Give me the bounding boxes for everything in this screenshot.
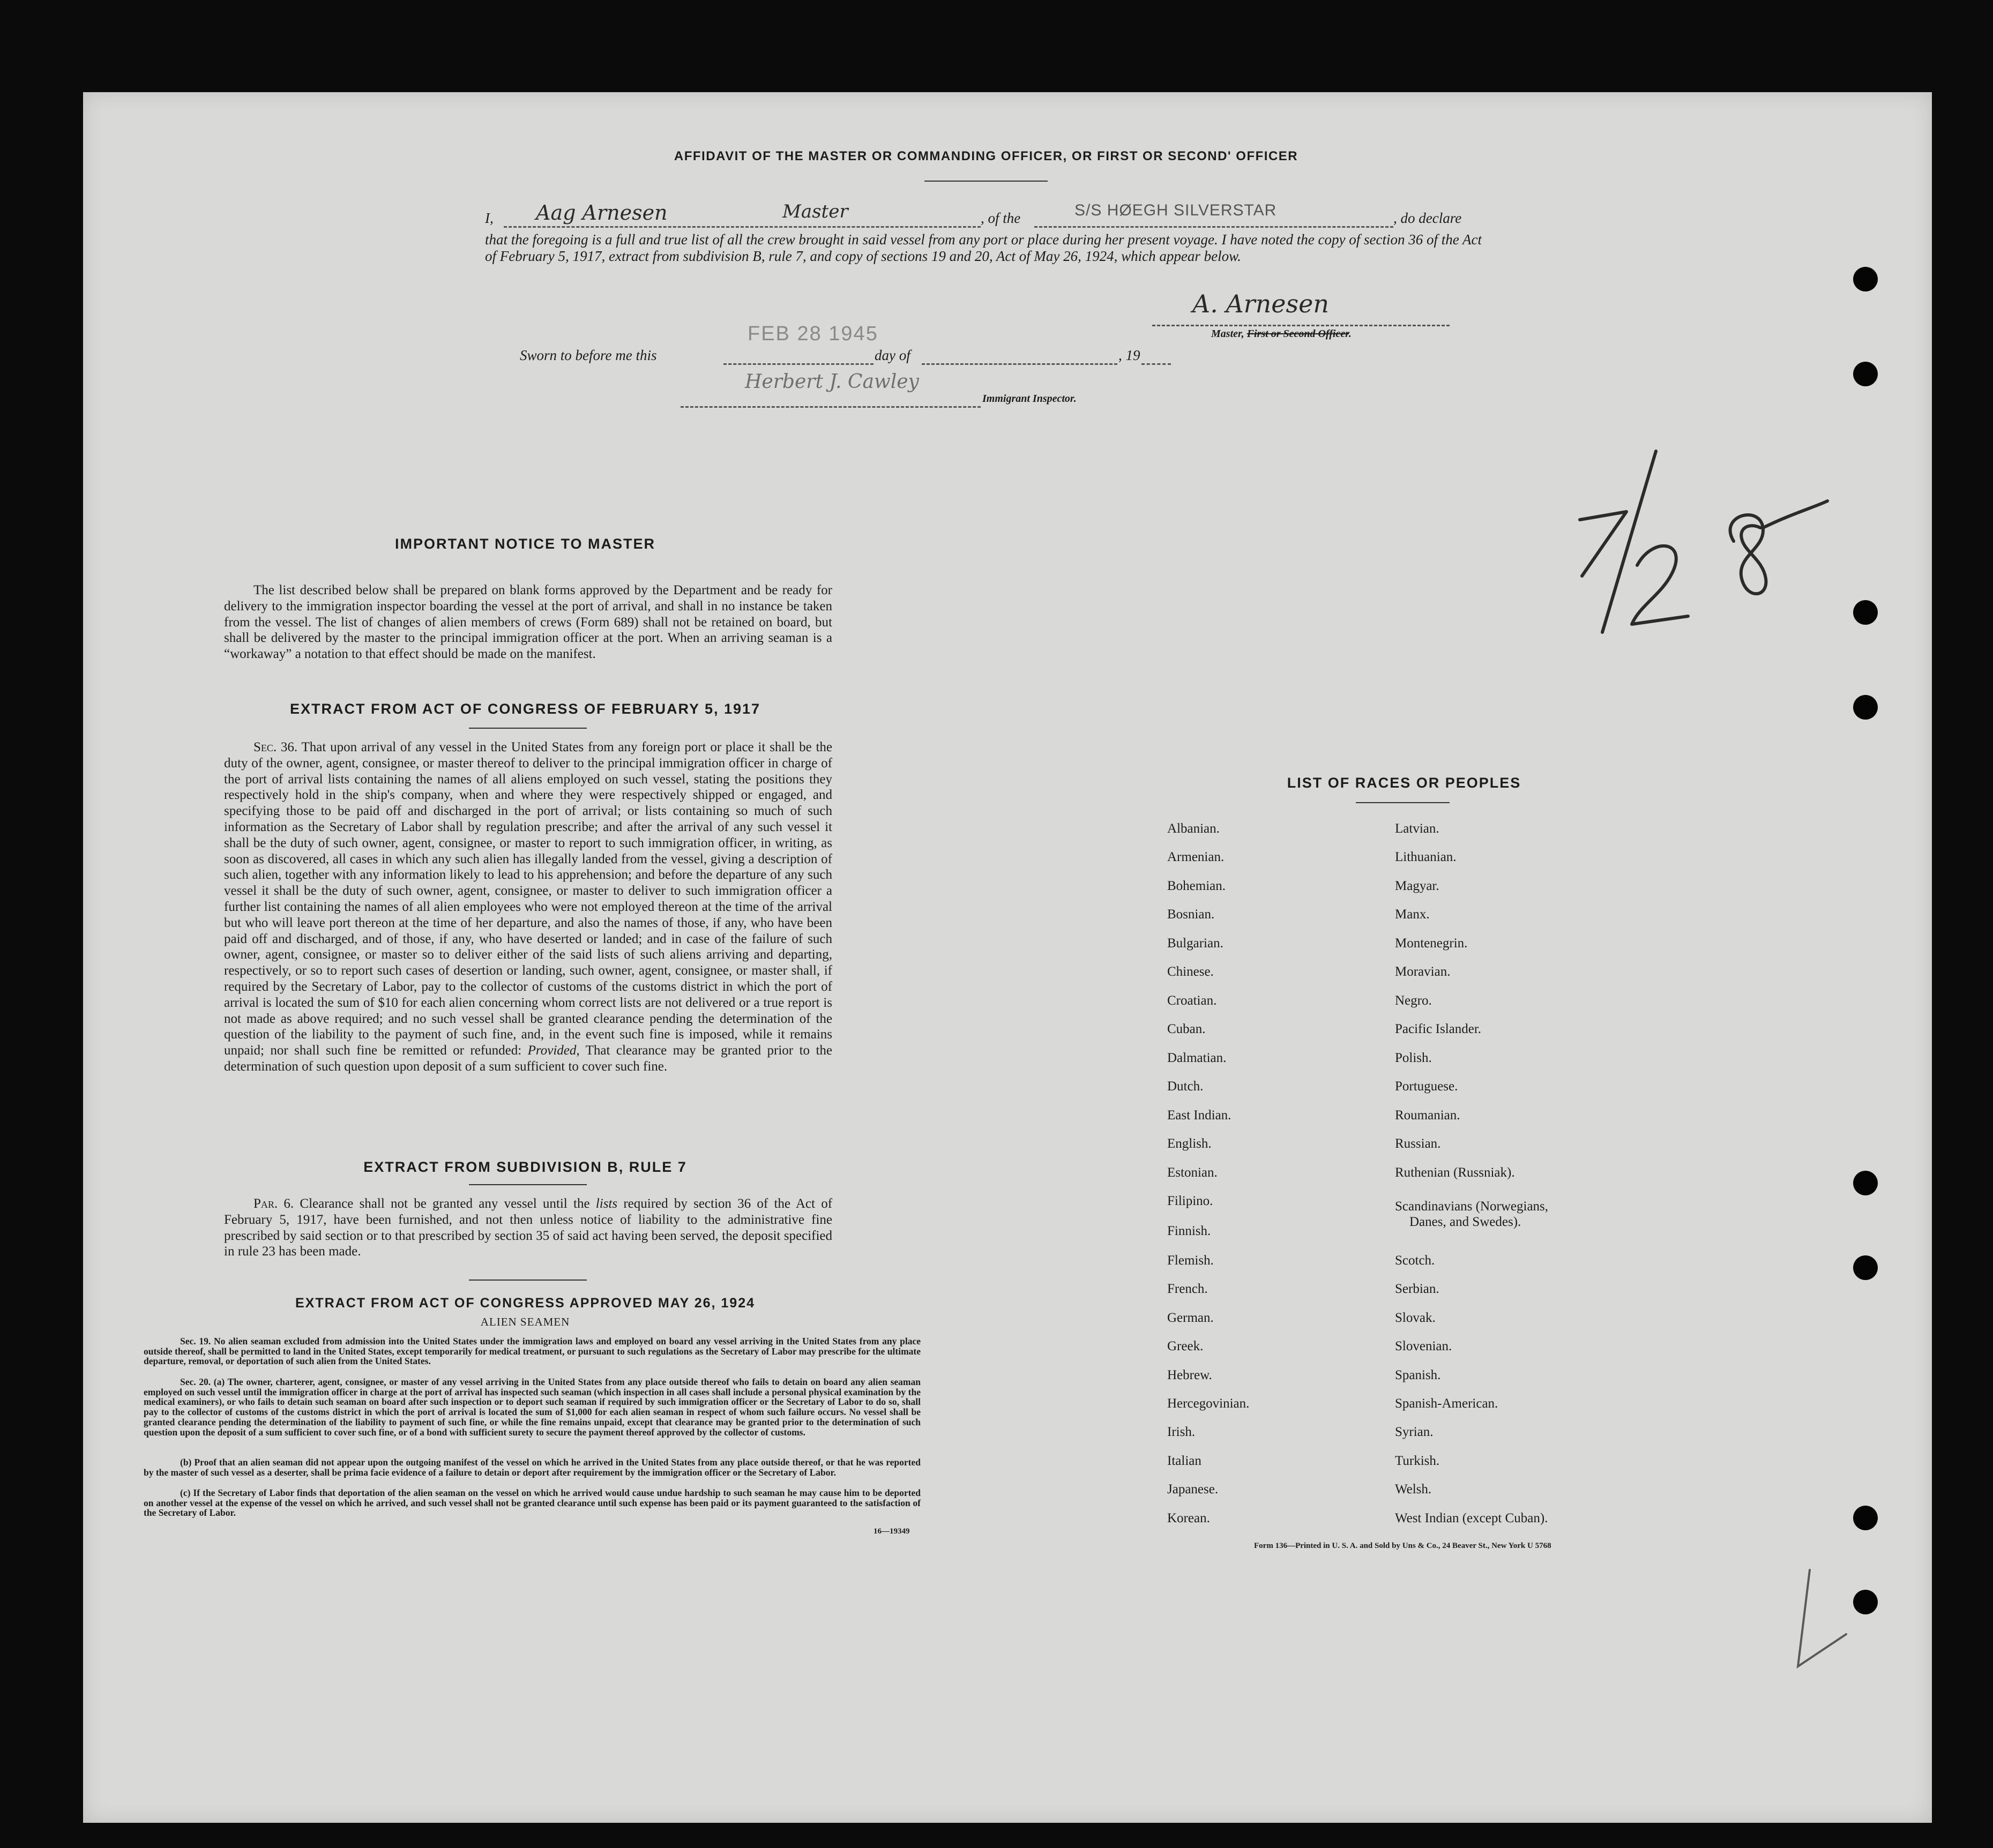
race-item: Italian xyxy=(1167,1454,1201,1468)
punch-hole xyxy=(1853,1590,1878,1614)
race-item: Roumanian. xyxy=(1395,1108,1460,1123)
race-item: Dalmatian. xyxy=(1167,1051,1227,1065)
extract-1924-sec20c: (c) If the Secretary of Labor finds that deportation of the alien seaman on the vessel on which he arrived would cause undue hardship to such seaman he may cause him to be deported on another vessel at the expense of the vessel on which he arrived, and such vessel shall not be granted clearance until such expense has been paid or its payment guaranteed to the satisfaction of the Secretary of Labor. xyxy=(144,1487,921,1518)
race-item: Bulgarian. xyxy=(1167,936,1223,951)
month-field xyxy=(922,347,1117,365)
race-item: Montenegrin. xyxy=(1395,936,1468,951)
race-item: Portuguese. xyxy=(1395,1079,1458,1094)
race-item: Korean. xyxy=(1167,1511,1210,1525)
race-item: Scotch. xyxy=(1395,1253,1435,1268)
affidavit-text: that the foregoing is a full and true list of all the crew brought in said vessel from any port or place during her present voyage. I have noted the copy of section 36 of the Act of February 5, 1917, extract from subdivision B, rule 7, and copy of sections 19 and 20, Act of May 26, 1924, which appear below. xyxy=(485,231,1482,264)
punch-hole xyxy=(1853,600,1878,625)
race-item: Moravian. xyxy=(1395,964,1451,979)
date-stamp: FEB 28 1945 xyxy=(748,323,878,345)
signature-caption: Master, First or Second Officer. xyxy=(1211,328,1352,340)
race-item: Armenian. xyxy=(1167,850,1225,864)
race-item: Lithuanian. xyxy=(1395,850,1457,864)
notice-heading: IMPORTANT NOTICE TO MASTER xyxy=(395,536,655,552)
year-field xyxy=(1141,347,1171,365)
race-item: Welsh. xyxy=(1395,1482,1432,1497)
race-item: French. xyxy=(1167,1282,1208,1296)
punch-hole xyxy=(1853,1171,1878,1195)
punch-hole xyxy=(1853,362,1878,386)
do-declare-text: , do declare xyxy=(1393,210,1462,226)
race-item: Croatian. xyxy=(1167,993,1217,1008)
extract-1924-sec20b: (b) Proof that an alien seaman did not appear upon the outgoing manifest of the vessel on which he arrived in the United States from any place outside thereof, or that he was reported by the master of such vessel as a deserter, shall be prima facie evidence of a failure to detain or deport after requirement by the immigration officer or the Secretary of Labor. xyxy=(144,1457,921,1478)
notice-text: The list described below shall be prepared on blank forms approved by the Department and be ready for delivery to the immigration inspector boarding the vessel at the port of arrival, and shall in no instance be taken from the vessel. The list of changes of alien members of crews (Form 689) shall not be retained on board, but shall be delivered by the master to the principal immigration officer at the port. When an arriving seaman is a “workaway” a notation to that effect should be made on the manifest. xyxy=(224,583,832,662)
race-item: Dutch. xyxy=(1167,1079,1204,1094)
race-item: East Indian. xyxy=(1167,1108,1231,1123)
race-item: Pacific Islander. xyxy=(1395,1022,1482,1036)
race-item: Latvian. xyxy=(1395,821,1439,836)
race-item: Danes, and Swedes). xyxy=(1409,1215,1521,1229)
year-text: , 19 xyxy=(1118,347,1140,363)
handwritten-name: Aag Arnesen xyxy=(536,201,668,225)
race-item: Irish. xyxy=(1167,1425,1196,1439)
race-item: Syrian. xyxy=(1395,1425,1434,1439)
master-signature: A. Arnesen xyxy=(1192,289,1329,318)
of-the-text: , of the xyxy=(981,210,1021,226)
punch-hole xyxy=(1853,267,1878,291)
race-item: Negro. xyxy=(1395,993,1432,1008)
race-item: Hercegovinian. xyxy=(1167,1396,1250,1411)
race-item: Chinese. xyxy=(1167,964,1214,979)
punch-hole xyxy=(1853,1506,1878,1530)
race-item: Turkish. xyxy=(1395,1454,1440,1468)
race-item: Greek. xyxy=(1167,1339,1204,1353)
extract-1924-heading: EXTRACT FROM ACT OF CONGRESS APPROVED MAY 26, 1924 xyxy=(295,1296,756,1311)
race-item: Spanish-American. xyxy=(1395,1396,1498,1411)
extract-1917-heading: EXTRACT FROM ACT OF CONGRESS OF FEBRUARY 5, 1917 xyxy=(289,701,761,717)
subdivision-b-rule xyxy=(469,1184,587,1185)
race-item: Spanish. xyxy=(1395,1368,1441,1382)
race-item: West Indian (except Cuban). xyxy=(1395,1511,1548,1525)
punch-hole xyxy=(1853,695,1878,720)
day-of-text: day of xyxy=(875,347,910,363)
race-item: Bohemian. xyxy=(1167,879,1226,893)
subdivision-b-heading: EXTRACT FROM SUBDIVISION B, RULE 7 xyxy=(363,1159,687,1175)
race-item: Ruthenian (Russniak). xyxy=(1395,1165,1515,1180)
race-item: Cuban. xyxy=(1167,1022,1206,1036)
race-item: Russian. xyxy=(1395,1136,1441,1151)
race-item: Filipino. xyxy=(1167,1194,1213,1208)
subdivision-b-text: Par. 6. Clearance shall not be granted any vessel until the lists required by section 36 of the Act of February 5, 1917, have been furnished, and not then unless notice of liability to the administrative fine prescribed by said section or to that prescribed by section 35 of said act having been served, the deposit specified in rule 23 has been made. xyxy=(224,1196,833,1259)
race-item: Polish. xyxy=(1395,1051,1432,1065)
race-item: English. xyxy=(1167,1136,1212,1151)
extract-1917-rule xyxy=(469,728,587,729)
race-item: Finnish. xyxy=(1167,1224,1211,1238)
inspector-signature: Herbert J. Cawley xyxy=(745,371,919,393)
handwritten-rank: Master xyxy=(782,201,848,222)
race-item: German. xyxy=(1167,1311,1214,1325)
affidavit-title: AFFIDAVIT OF THE MASTER OR COMMANDING OFFICER, OR FIRST OR SECOND' OFFICER xyxy=(674,149,1298,163)
form-code: 16—19349 xyxy=(874,1527,910,1536)
sworn-day-field xyxy=(723,347,874,365)
subdivision-b-end-rule xyxy=(469,1280,587,1281)
race-item: Flemish. xyxy=(1167,1253,1214,1268)
race-item: Slovak. xyxy=(1395,1311,1436,1325)
extract-1924-sec19: Sec. 19. No alien seaman excluded from admission into the United States under the immigration laws and employed on board any vessel arriving in the United States from any place outside thereof, shall be permitted to land in the United States, except temporarily for medical treatment, or pursuant to such regulations as the Secretary of Labor may prescribe for the ultimate departure, removal, or deportation of such alien from the United States. xyxy=(144,1336,921,1367)
sworn-text: Sworn to before me this xyxy=(520,347,657,363)
races-heading: LIST OF RACES OR PEOPLES xyxy=(1287,775,1521,791)
extract-1917-text: Sec. 36. That upon arrival of any vessel in the United States from any foreign port or place it shall be the duty of the owner, agent, consignee, or master thereof to deliver to the principal immigration officer in charge of the port of arrival lists containing the names of all aliens employed on such vessel, stating the positions they respectively hold in the ship's company, when and where they were respectively shipped or engaged, and specifying those to be paid off and discharged in the port of arrival; or lists containing so much of such information as the Secretary of Labor shall by regulation prescribe; and after the arrival of any such vessel it shall be the duty of such owner, agent, consignee, or master to report to such immigration officer, in writing, as soon as discovered, all cases in which any such alien has illegally landed from the vessel, giving a description of such alien, together with any information likely to lead to his apprehension; and before the departure of any such vessel it shall be the duty of such owner, agent, consignee, or master to deliver to such immigration officer a further list containing the names of all alien employees who were not employed thereon at the time of the arrival but who will leave port thereon at the time of her departure, and also the names of those, if any, who have been paid off and discharged, and of those, if any, who have deserted or landed; and in case of the failure of such owner, agent, consignee, or master so to deliver either of the said lists of such aliens arriving and departing, respectively, or so to report such cases of desertion or landing, such owner, agent, consignee, or master shall, if required by the Secretary of Labor, pay to the collector of customs of the customs district in which the port of arrival is located the sum of $10 for each alien concerning whom correct lists are not delivered or a true report is not made as above required; and no such vessel shall be granted clearance pending the determination of the question of the liability to the payment of such fine, and, in the event such fine is imposed, while it remains unpaid; nor shall such fine be remitted or refunded: Provided, That clearance may be granted prior to the determination of such question upon deposit of a sum sufficient to cover such fine. xyxy=(224,740,832,1074)
race-item: Scandinavians (Norwegians, xyxy=(1395,1199,1549,1214)
races-rule xyxy=(1356,802,1450,803)
race-item: Estonian. xyxy=(1167,1165,1218,1180)
punch-hole xyxy=(1853,1255,1878,1280)
extract-1924-sec20a: Sec. 20. (a) The owner, charterer, agent, consignee, or master of any vessel arriving in the United States from any place outside thereof who fails to detain on board any alien seaman employed on such vessel until the immigration officer in charge at the port of arrival has inspected such seaman (which inspection in all cases shall include a personal physical examination by the medical examiners), or who fails to detain such seaman on board after such inspection or to deport such seaman if required by such immigration officer or the Secretary of Labor to do so, shall pay to the collector of customs of the customs district in which the port of arrival is located the sum of $1,000 for each alien seaman in respect of whom such failure occurs. No vessel shall be granted clearance pending the determination of the liability to payment of such fine, or while the fine remains unpaid, except that clearance may be granted prior to the determination of such question upon the deposit of a sum sufficient to cover such fine, or of a bond with sufficient surety to secure the payment thereof approved by the collector of customs. xyxy=(144,1376,921,1438)
race-item: Serbian. xyxy=(1395,1282,1439,1296)
race-item: Slovenian. xyxy=(1395,1339,1452,1353)
affidavit-i: I, xyxy=(485,210,494,226)
alien-seamen-subheading: ALIEN SEAMEN xyxy=(480,1315,570,1328)
race-item: Hebrew. xyxy=(1167,1368,1212,1382)
inspector-caption: Immigrant Inspector. xyxy=(982,393,1077,405)
race-item: Manx. xyxy=(1395,907,1430,922)
race-item: Albanian. xyxy=(1167,821,1220,836)
printer-footer: Form 136—Printed in U. S. A. and Sold by Uns & Co., 24 Beaver St., New York U 5768 xyxy=(1254,1542,1551,1550)
race-item: Japanese. xyxy=(1167,1482,1219,1497)
race-item: Magyar. xyxy=(1395,879,1439,893)
vessel-stamp: S/S HØEGH SILVERSTAR xyxy=(1074,201,1277,219)
title-rule xyxy=(924,181,1048,182)
race-item: Bosnian. xyxy=(1167,907,1215,922)
